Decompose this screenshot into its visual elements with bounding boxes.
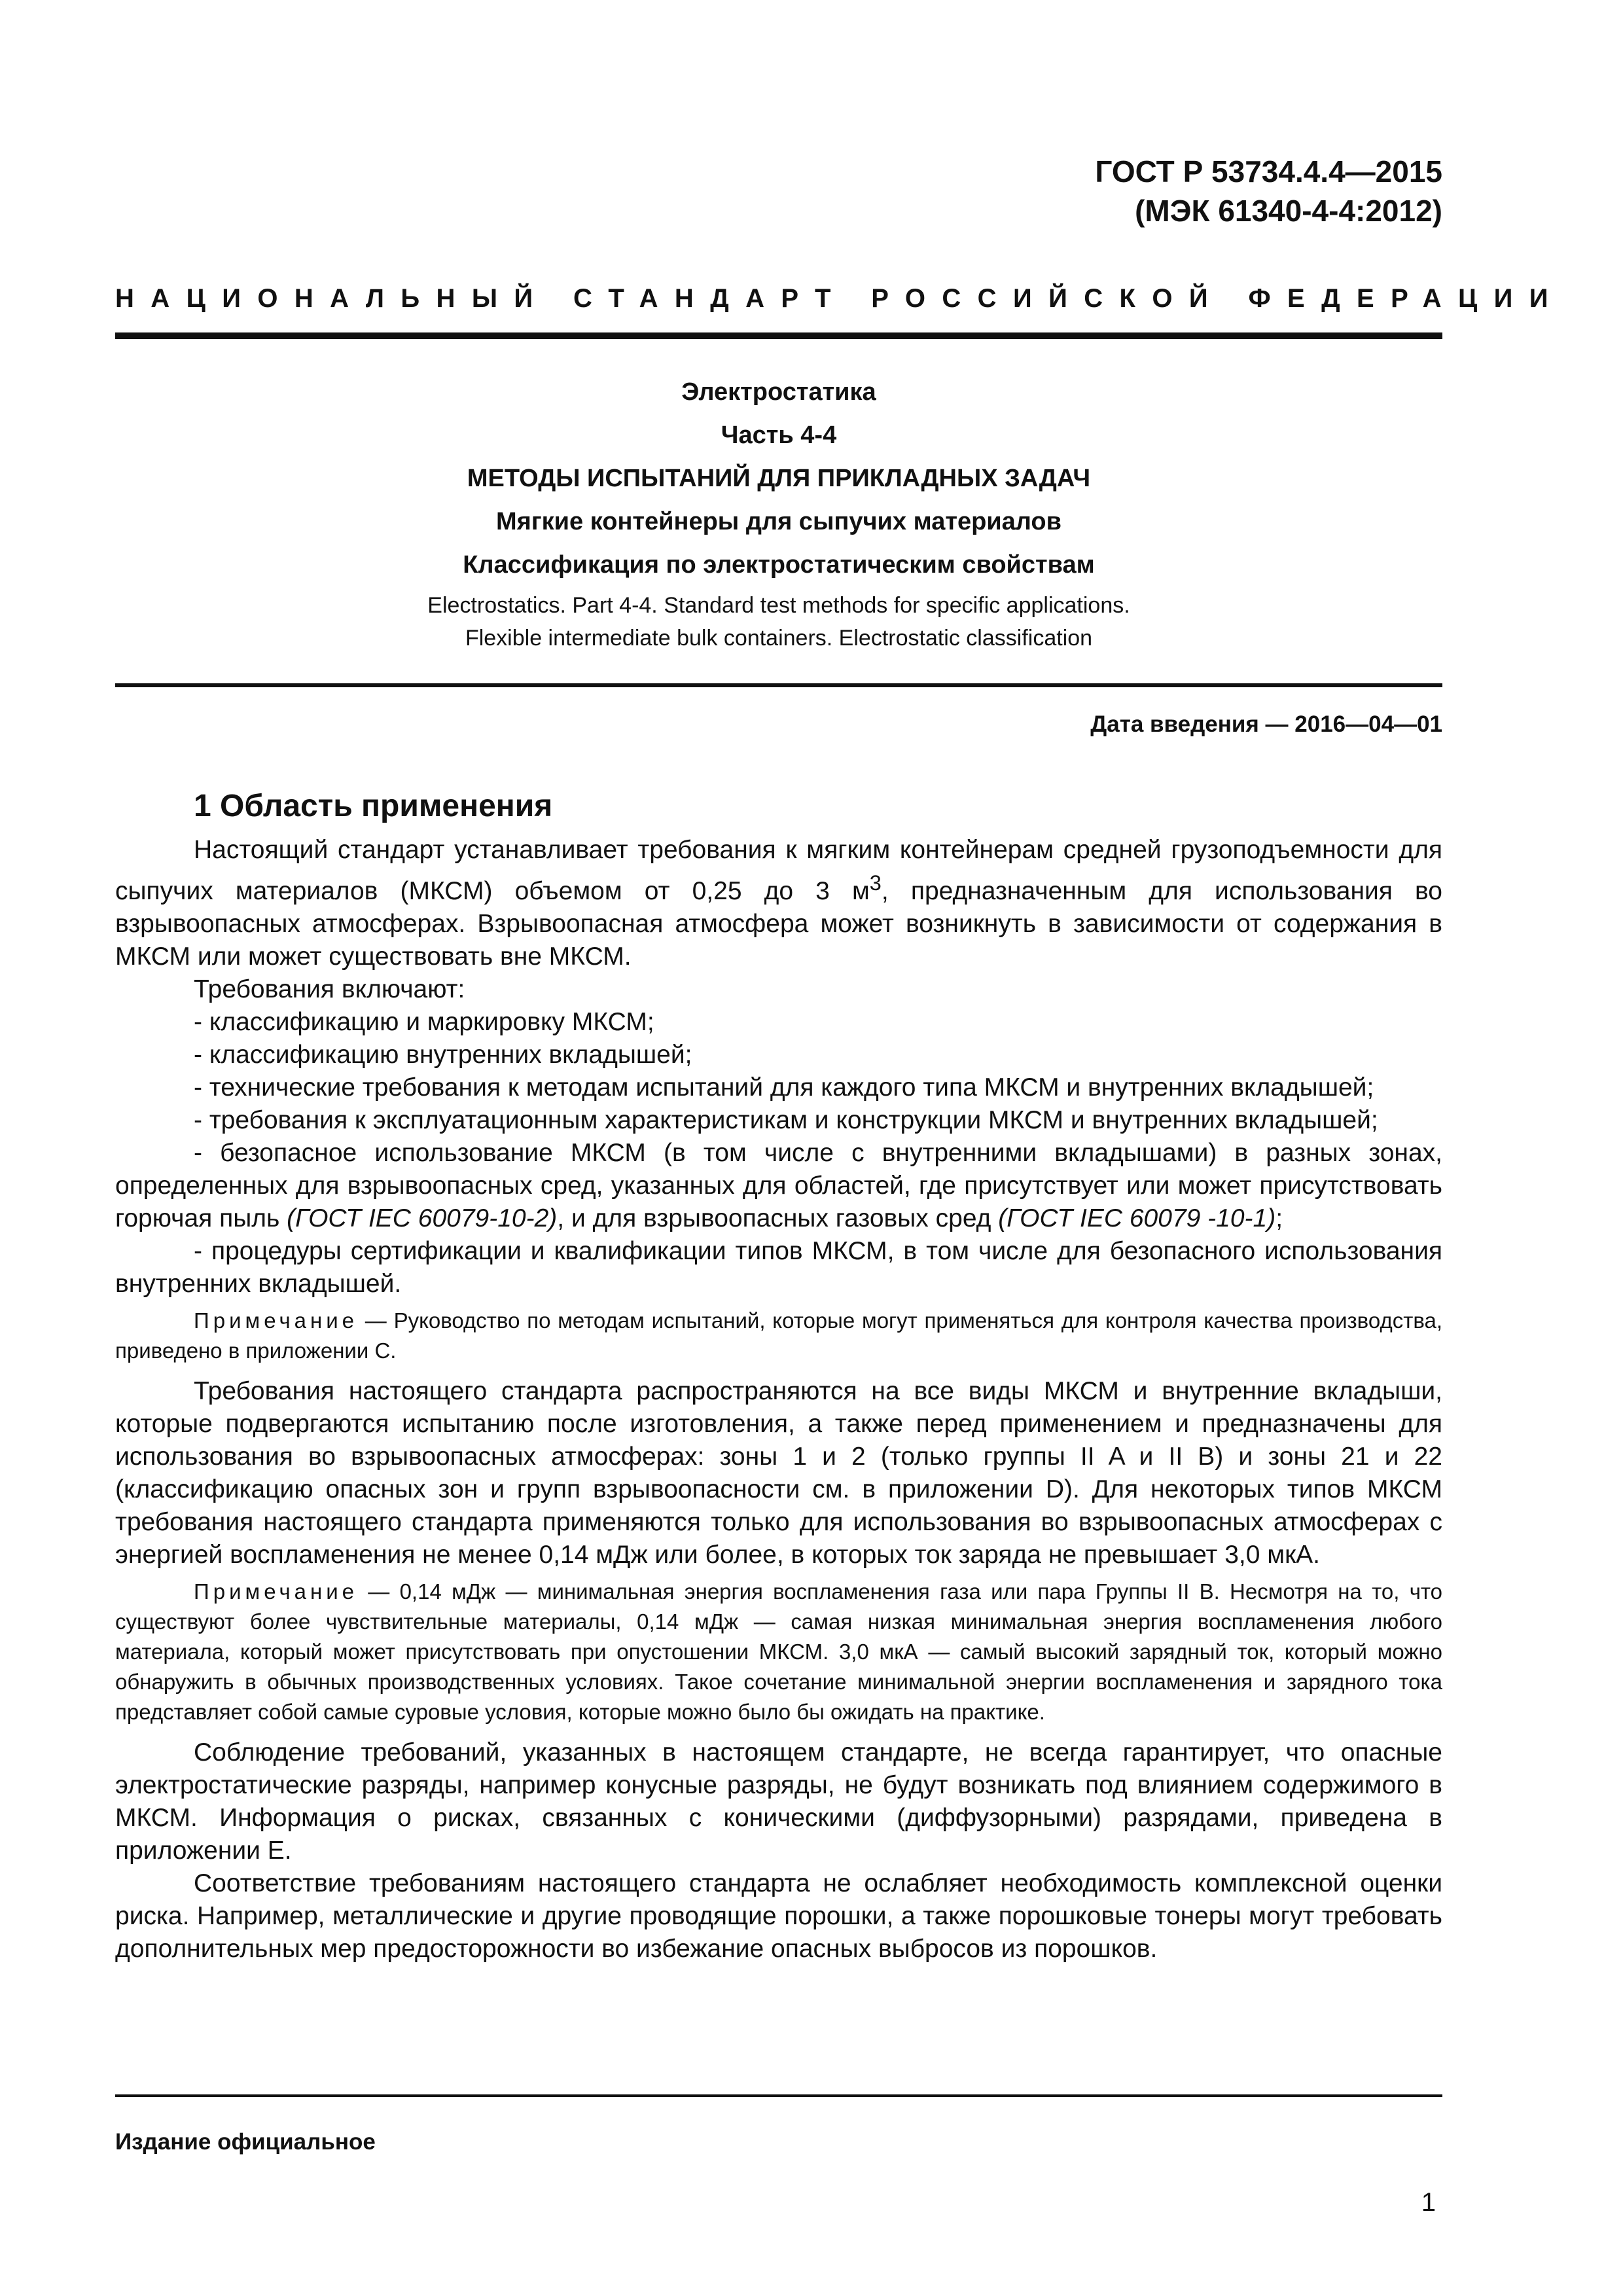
footer-rule (115, 2094, 1442, 2097)
english-title (115, 589, 1442, 655)
title-line-3: МЕТОДЫ ИСПЫТАНИЙ ДЛЯ ПРИКЛАДНЫХ ЗАДАЧ (467, 465, 1091, 492)
national-standard-label: НАЦИОНАЛЬНЫЙ СТАНДАРТ РОССИЙСКОЙ ФЕДЕРАЦИИ (115, 284, 1565, 313)
title-line-5: Классификация по электростатическим свойствам (463, 551, 1095, 579)
requirements-intro: Требования включают: (194, 975, 465, 1003)
english-title-line-2: Flexible intermediate bulk containers. Electrostatic classification (465, 626, 1093, 651)
section-body (115, 834, 1442, 1965)
paragraph-discharges: Соблюдение требований, указанных в настоящем стандарте, не всегда гарантирует, что опасные электростатические разряды, например конусные разряды, не будут возникать под влиянием содержимого в МКСМ. Информация о рисках, связанных с коническими (диффузорными) разрядами, приведена в приложении Е. (115, 1738, 1442, 1865)
list-item-text: , и для взрывоопасных газовых сред (557, 1204, 999, 1232)
page-number: 1 (1421, 2188, 1436, 2217)
reference-link: (ГОСТ IEC 60079 -10-1) (998, 1204, 1276, 1232)
title-line-2: Часть 4-4 (721, 422, 837, 449)
note-text: — Руководство по методам испытаний, которые могут применяться для контроля качества производства, приведено в приложении С. (115, 1308, 1442, 1363)
iec-code: (МЭК 61340-4-4:2012) (1135, 194, 1442, 228)
paragraph-risk-assessment: Соответствие требованиям настоящего стандарта не ослабляет необходимость комплексной оценки риска. Например, металлические и другие проводящие порошки, а также порошковые тонеры могут требовать дополнительных мер предосторожности во избежание опасных выбросов из порошков. (115, 1869, 1442, 1963)
edition-label: Издание официальное (115, 2129, 376, 2155)
header-rule (115, 332, 1442, 339)
english-title-line-1: Electrostatics. Part 4-4. Standard test methods for specific applications. (427, 593, 1130, 618)
list-item-safe-use (115, 1137, 1442, 1235)
superscript: 3 (869, 871, 882, 895)
paragraph-text: , предназначенным для использования во взрывоопасных атмосферах. Взрывоопасная атмосфера может возникнуть в зависимости от содержания в МКСМ или может существовать вне МКСМ. (115, 877, 1442, 971)
standard-designation (1095, 152, 1442, 230)
gost-code: ГОСТ Р 53734.4.4—2015 (1095, 154, 1442, 188)
document-page (115, 0, 1565, 2296)
paragraph-scope (115, 834, 1442, 973)
list-item: - классификацию внутренних вкладышей; (194, 1041, 692, 1069)
note-label: Примечание (194, 1579, 359, 1604)
list-item: - классификацию и маркировку МКСМ; (194, 1008, 654, 1036)
note-text: — 0,14 мДж — минимальная энергия воспламенения газа или пара Группы II B. Несмотря на то, что существуют более чувствительные материалы, 0,14 мДж — самая низкая минимальная энергия воспламенения любого материала, который может присутствовать при опустошении МКСМ. 3,0 мкА — самый высокий зарядный ток, который можно обнаружить в обычных производственных условиях. Такое сочетание минимальной энергии воспламенения и зарядного тока представляет собой самые суровые условия, которые можно было бы ожидать на практике. (115, 1579, 1442, 1724)
title-line-1: Электростатика (681, 378, 876, 406)
section-heading: 1 Область применения (194, 789, 553, 823)
list-item: - требования к эксплуатационным характеристикам и конструкции МКСМ и внутренних вкладышей; (194, 1106, 1378, 1134)
note-2 (115, 1577, 1442, 1727)
title-line-4: Мягкие контейнеры для сыпучих материалов (496, 508, 1061, 535)
list-item: - технические требования к методам испытаний для каждого типа МКСМ и внутренних вкладышей; (194, 1073, 1374, 1102)
note-label: Примечание (194, 1308, 359, 1333)
document-title (115, 370, 1442, 586)
reference-link: (ГОСТ IEC 60079-10-2) (287, 1204, 558, 1232)
paragraph-text: Настоящий стандарт устанавливает требования к мягким контейнерам средней грузоподъемности для сыпучих материалов (МКСМ) объемом от 0,25 до 3 м (115, 836, 1442, 905)
note-1 (115, 1306, 1442, 1366)
list-item-certification: - процедуры сертификации и квалификации типов МКСМ, в том числе для безопасного использования внутренних вкладышей. (115, 1237, 1442, 1298)
title-rule (115, 683, 1442, 687)
paragraph-applicability: Требования настоящего стандарта распространяются на все виды МКСМ и внутренние вкладыши, которые подвергаются испытанию после изготовления, а также перед применением и предназначены для использования во взрывоопасных атмосферах: зоны 1 и 2 (только группы II A и II B) и зоны 21 и 22 (классификацию опасных зон и групп взрывоопасности см. в приложении D). Для некоторых типов МКСМ требования настоящего стандарта применяются только для использования во взрывоопасных атмосферах с энергией воспламенения не менее 0,14 мДж или более, в которых ток заряда не превышает 3,0 мкА. (115, 1377, 1442, 1569)
introduction-date: Дата введения — 2016—04—01 (1090, 711, 1442, 737)
list-item-text: - безопасное использование МКСМ (в том числе с внутренними вкладышами) в разных зонах, определенных для взрывоопасных сред, указанных для областей, где присутствует или может присутствовать горючая пыль (115, 1139, 1442, 1232)
list-item-text: ; (1275, 1204, 1283, 1232)
